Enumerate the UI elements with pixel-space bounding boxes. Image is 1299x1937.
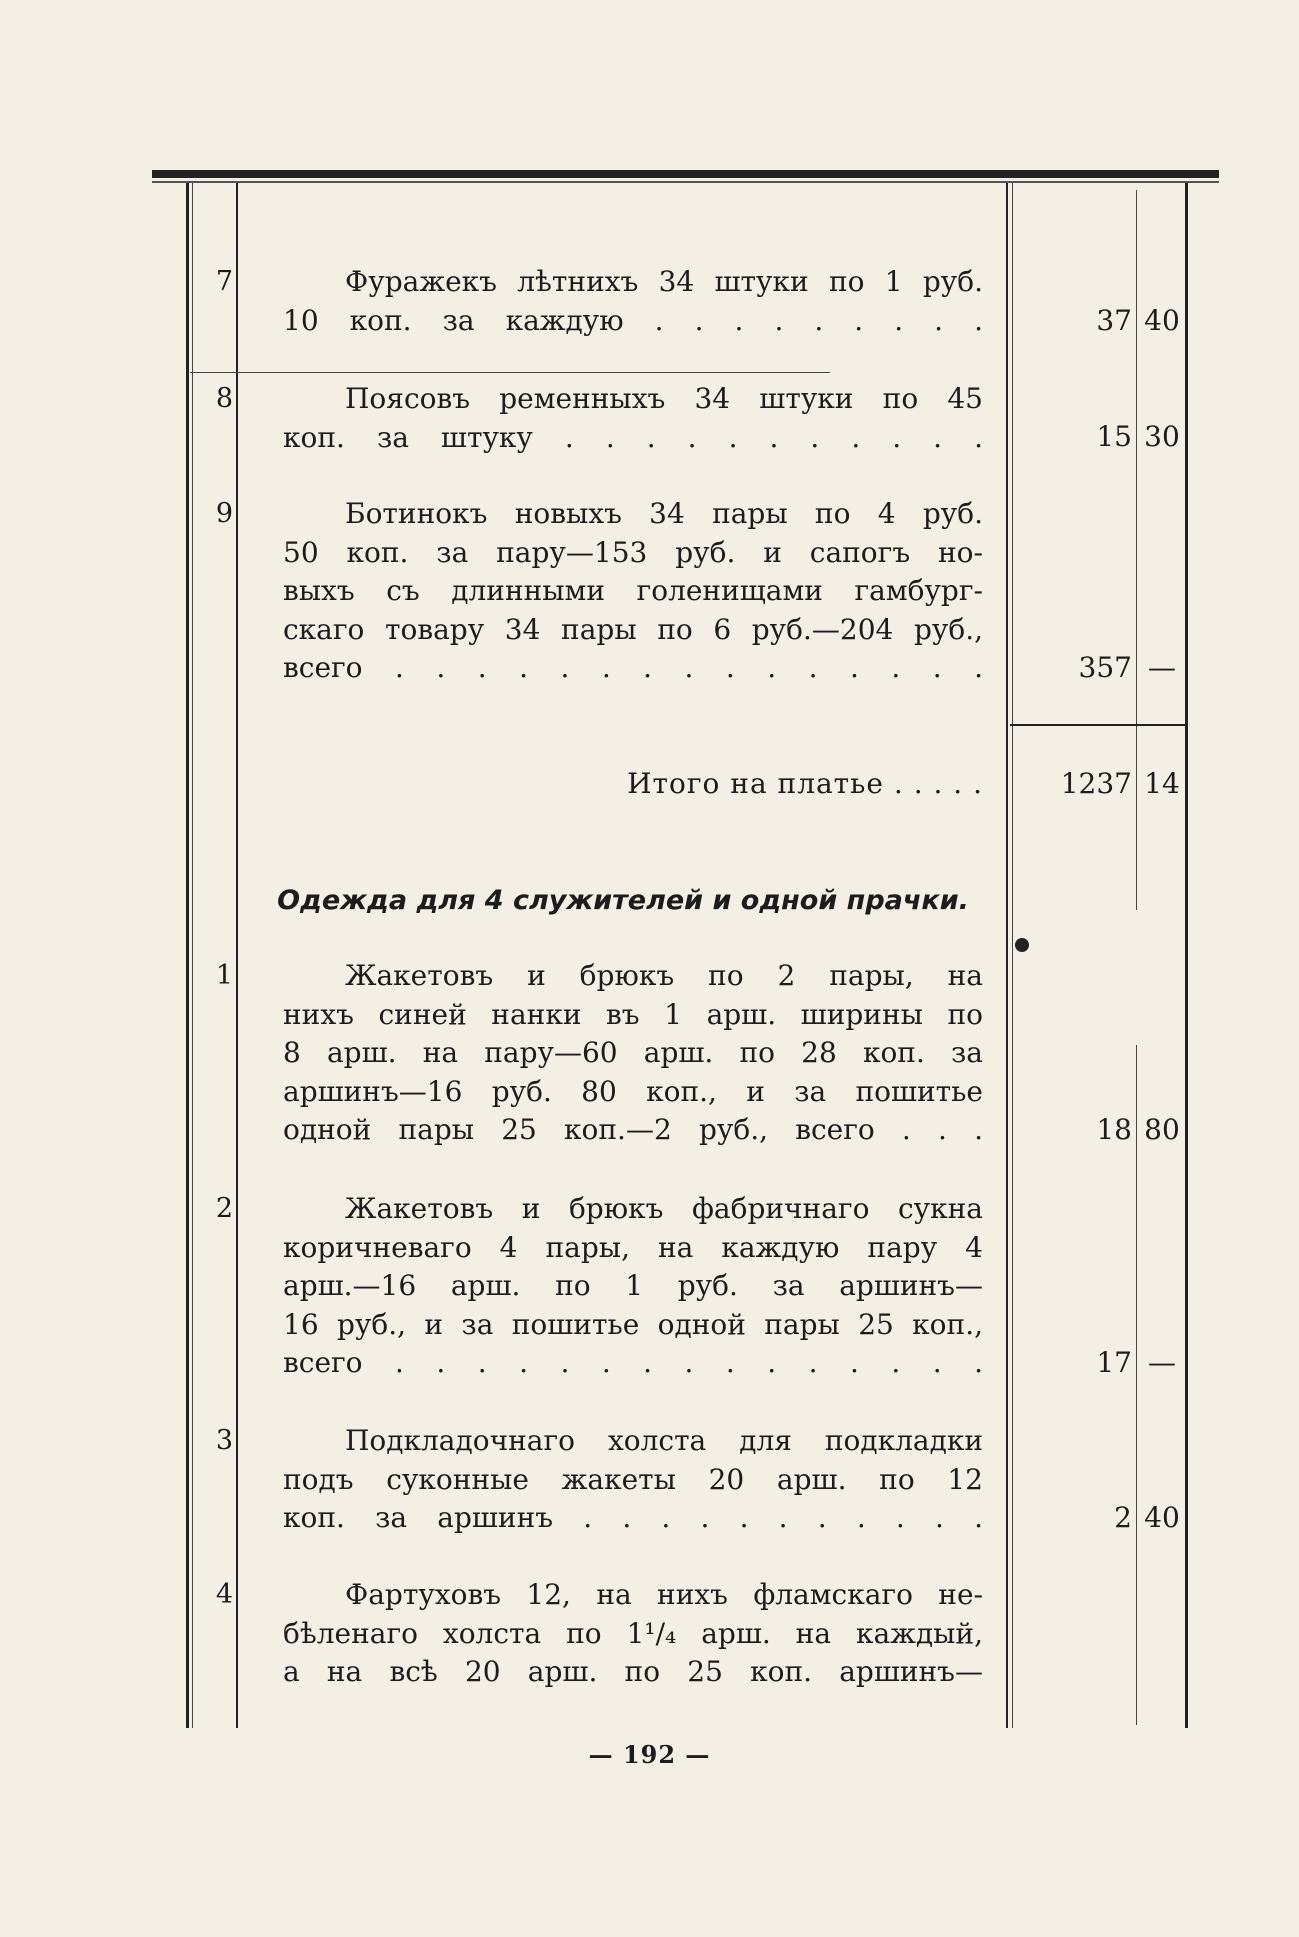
amount-rub: 18 xyxy=(1096,1113,1132,1146)
amount-kop: — xyxy=(1148,1346,1176,1379)
row-description xyxy=(283,1422,983,1538)
text-line: Фартуховъ 12, на нихъ фламскаго не- xyxy=(345,1578,983,1611)
amount-kop: 40 xyxy=(1144,1501,1180,1534)
section-title: Одежда для 4 служителей и одной прачки. xyxy=(277,885,969,916)
column-line-kop-lower xyxy=(1136,1045,1137,1725)
sum-rule xyxy=(1010,724,1186,726)
text-line: коричневаго 4 пары, на каждую пару 4 xyxy=(283,1230,983,1264)
text-line: всего . . . . . . . . . . . . . . . xyxy=(283,651,983,684)
row-number: 2 xyxy=(215,1193,233,1224)
ink-dot-mark xyxy=(1015,938,1029,952)
text-line: Поясовъ ременныхъ 34 штуки по 45 xyxy=(345,382,983,415)
amount-kop: 40 xyxy=(1144,304,1180,337)
page-number: — 192 — xyxy=(588,1740,711,1769)
row-number: 1 xyxy=(215,960,233,991)
top-rule xyxy=(152,170,1219,178)
column-line-rub-inner xyxy=(1012,183,1013,1728)
amount-rub: 15 xyxy=(1096,420,1132,453)
row-number: 4 xyxy=(215,1579,233,1610)
amount-rub: 17 xyxy=(1096,1346,1132,1379)
row-description xyxy=(283,1190,983,1383)
text-line: одной пары 25 коп.—2 руб., всего . . . xyxy=(283,1113,983,1146)
row-number: 8 xyxy=(215,383,233,414)
amount-kop: — xyxy=(1148,651,1176,684)
row-separator xyxy=(190,372,830,373)
text-line: нихъ синей нанки въ 1 арш. ширины по xyxy=(283,997,983,1031)
text-line: 10 коп. за каждую . . . . . . . . . xyxy=(283,303,983,337)
row-number: 7 xyxy=(215,266,233,297)
text-line: 8 арш. на пару—60 арш. по 28 коп. за xyxy=(283,1036,983,1069)
column-line-right xyxy=(1185,183,1188,1728)
text-line: Ботинокъ новыхъ 34 пары по 4 руб. xyxy=(345,497,983,530)
text-line: а на всѣ 20 арш. по 25 коп. аршинъ— xyxy=(283,1655,983,1688)
text-line: скаго товару 34 пары по 6 руб.—204 руб., xyxy=(283,612,983,646)
row-description xyxy=(283,495,983,688)
text-line: Жакетовъ и брюкъ фабричнаго сукна xyxy=(345,1192,983,1225)
text-line: Жакетовъ и брюкъ по 2 пары, на xyxy=(345,959,983,992)
total-rub: 1237 xyxy=(1060,767,1132,800)
column-line-kop-upper xyxy=(1136,190,1137,910)
text-line: подъ суконные жакеты 20 арш. по 12 xyxy=(283,1462,983,1496)
row-number: 9 xyxy=(215,498,233,529)
text-line: 16 руб., и за пошитье одной пары 25 коп., xyxy=(283,1307,983,1341)
total-kop: 14 xyxy=(1144,767,1180,800)
amount-kop: 80 xyxy=(1144,1113,1180,1146)
amount-rub: 37 xyxy=(1096,304,1132,337)
row-description xyxy=(283,1576,983,1692)
column-line-rub xyxy=(1006,183,1008,1728)
row-description xyxy=(283,957,983,1150)
row-description xyxy=(283,380,983,457)
text-line: коп. за штуку . . . . . . . . . . . xyxy=(283,420,983,454)
column-line-number xyxy=(236,183,238,1728)
text-line: всего . . . . . . . . . . . . . . . xyxy=(283,1346,983,1379)
text-line: арш.—16 арш. по 1 руб. за аршинъ— xyxy=(283,1269,983,1302)
row-number: 3 xyxy=(215,1425,233,1456)
amount-rub: 357 xyxy=(1078,651,1132,684)
text-line: Фуражекъ лѣтнихъ 34 штуки по 1 руб. xyxy=(345,265,983,298)
text-line: Подкладочнаго холста для подкладки xyxy=(345,1424,983,1457)
text-line: 50 коп. за пару—153 руб. и сапогъ но- xyxy=(283,535,983,569)
text-line: аршинъ—16 руб. 80 коп., и за пошитье xyxy=(283,1074,983,1108)
amount-rub: 2 xyxy=(1114,1501,1132,1534)
amount-kop: 30 xyxy=(1144,420,1180,453)
row-description xyxy=(283,263,983,340)
column-line-left xyxy=(186,183,189,1728)
text-line: коп. за аршинъ . . . . . . . . . . . xyxy=(283,1501,983,1534)
column-line-left-inner xyxy=(192,183,193,1728)
top-rule-thin xyxy=(152,181,1219,183)
total-label: Итого на платье . . . . . xyxy=(627,767,983,800)
text-line: выхъ съ длинными голенищами гамбург- xyxy=(283,574,983,607)
text-line: бѣленаго холста по 1¹/₄ арш. на каждый, xyxy=(283,1616,983,1650)
